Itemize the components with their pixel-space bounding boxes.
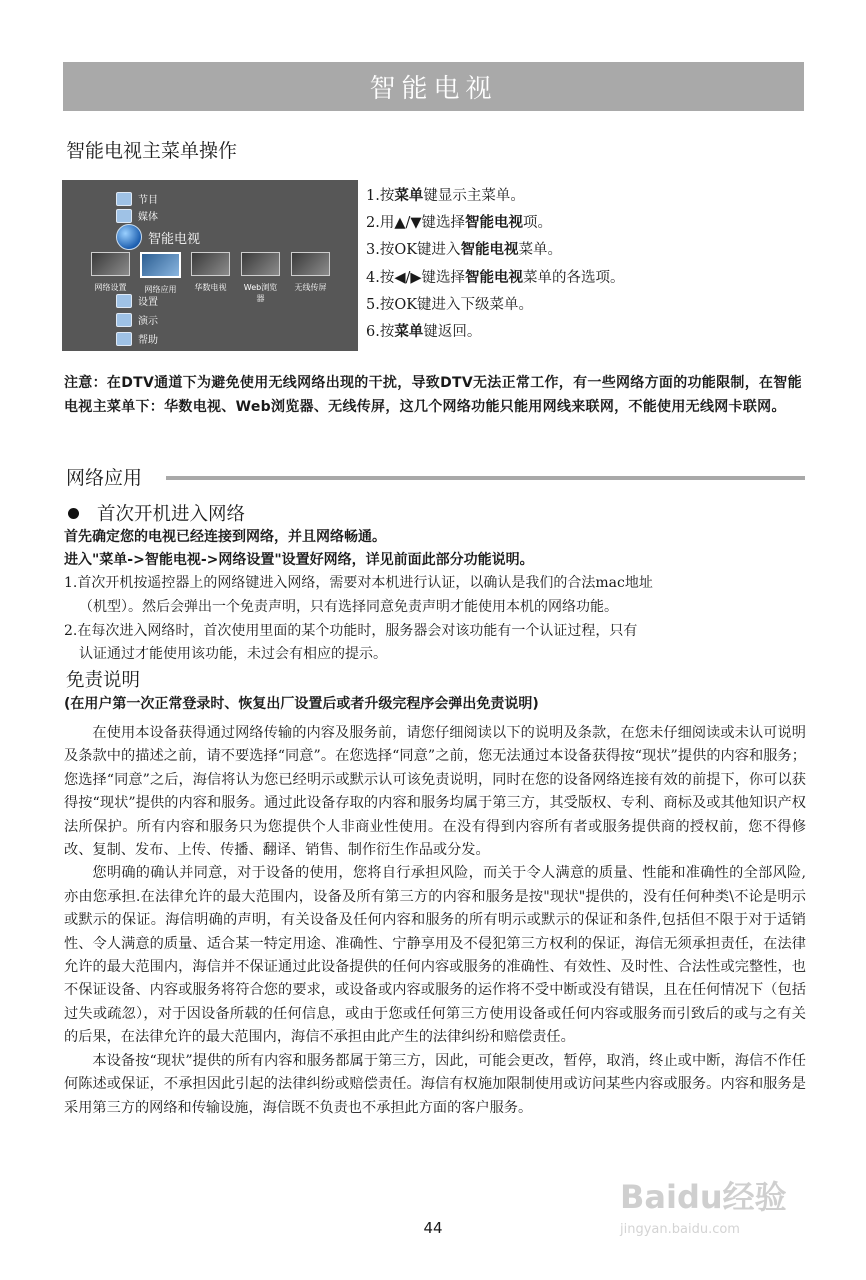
disclaimer-paragraph-2: 您明确的确认并同意，对于设备的使用，您将自行承担风险，而关于令人满意的质量、性能和准确性的全部风险,亦由您承担.在法律允许的最大范围内，设备及所有第三方的内容和服务是按"现状"提供的，没有任何种类\不论是明示或默示的保证。海信明确的声明，有关设备及任何内容和服务的所有明示或默示的保证和条件,包括但不限于对于适销性、令人满意的质量、适合某一特定用途、准确性、宁静享用及不侵犯第三方权利的保证，海信无须承担责任，在法律允许的最大范围内，海信并不保证通过此设备提供的任何内容或服务的准确性、有效性、及时性、合法性或完整性，也不保证设备、内容或服务将符合您的要求，或设备或内容或服务的运作将不受中断或没有错误，且在任何情况下（包括过失或疏忽），对于因设备所载的任何信息，或由于您或任何第三方使用设备或任何内容或服务而引致后的或与之有关的后果，在法律允许的最大范围内，海信不承担由此产生的法律纠纷和赔偿责任。: [64, 865, 806, 1046]
demo-icon: [116, 313, 132, 327]
operation-steps: [366, 183, 625, 346]
network-settings-thumb-icon: [91, 252, 130, 276]
submenu-network-apps-label: 网络应用: [144, 285, 177, 294]
step-5: 5.按OK键进入下级菜单。: [366, 296, 534, 313]
step-3: 3.按OK键进入智能电视菜单。: [366, 242, 563, 259]
disclaimer-subtitle: (在用户第一次正常登录时、恢复出厂设置后或者升级完程序会弹出免责说明): [64, 696, 539, 712]
menu-item-media: [116, 208, 158, 223]
menu-item-help-label: 帮助: [138, 335, 158, 346]
submenu-wireless-cast: [290, 252, 331, 304]
web-browser-thumb-icon: [241, 252, 280, 276]
page-header-title: 智能电视: [63, 62, 804, 111]
section-rule: [166, 476, 805, 480]
submenu-wasu-tv: [190, 252, 231, 304]
step-2: 2.用▲/▼键选择智能电视项。: [366, 215, 553, 232]
menu-item-settings: [116, 293, 158, 308]
step-6: 6.按菜单键返回。: [366, 324, 482, 341]
network-apps-thumb-icon: [140, 252, 181, 278]
first-boot-heading-label: 首次开机进入网络: [97, 504, 246, 525]
first-boot-line-1: 首先确定您的电视已经连接到网络，并且网络畅通。: [64, 529, 386, 545]
media-icon: [116, 209, 132, 223]
menu-item-demo-label: 演示: [138, 316, 158, 327]
submenu-web-browser: [240, 252, 281, 304]
first-boot-item-1b: （机型）。然后会弹出一个免责声明，只有选择同意免责声明才能使用本机的网络功能。: [79, 599, 618, 615]
page-number: 44: [423, 1219, 443, 1237]
submenu-web-browser-label: Web浏览器: [243, 283, 278, 303]
wasu-tv-thumb-icon: [191, 252, 230, 276]
disclaimer-paragraph-1: 在使用本设备获得通过网络传输的内容及服务前，请您仔细阅读以下的说明及条款，在您未仔细阅读或未认可说明及条款中的描述之前，请不要选择“同意”。在您选择“同意”之前，您无法通过本设备获得按“现状”提供的内容和服务；您选择“同意”之后，海信将认为您已经明示或默示认可该免责说明，同时在您的设备网络连接有效的前提下，你可以获得按“现状”提供的内容和服务。通过此设备存取的内容和服务均属于第三方，其受版权、专利、商标及或其他知识产权法所保护。所有内容和服务只为您提供个人非商业性使用。在没有得到内容所有者或服务提供商的授权前，您不得修改、复制、发布、上传、传播、翻译、销售、制作衍生作品或分发。: [64, 725, 806, 859]
menu-item-settings-label: 设置: [138, 297, 158, 308]
submenu-wireless-cast-label: 无线传屏: [294, 283, 327, 292]
section-title-main-menu: 智能电视主菜单操作: [66, 140, 238, 162]
first-boot-heading: [68, 500, 245, 526]
baidu-watermark: [620, 1172, 820, 1252]
watermark-brand: Baidu经验: [620, 1178, 787, 1216]
menu-item-smart-tv-label: 智能电视: [148, 231, 201, 247]
step-4: 4.按◀/▶键选择智能电视菜单的各选项。: [366, 269, 625, 286]
submenu-network-settings-label: 网络设置: [94, 283, 127, 292]
menu-item-help: [116, 331, 158, 346]
menu-item-program-label: 节目: [138, 195, 158, 206]
menu-item-smart-tv: [116, 224, 200, 250]
tv-menu-screenshot: [62, 180, 358, 351]
step-1: 1.按菜单键显示主菜单。: [366, 188, 525, 204]
submenu-wasu-tv-label: 华数电视: [194, 283, 227, 292]
help-icon: [116, 332, 132, 346]
watermark-url: jingyan.baidu.com: [620, 1222, 740, 1237]
settings-icon: [116, 294, 132, 308]
first-boot-line-2: 进入"菜单->智能电视->网络设置"设置好网络，详见前面此部分功能说明。: [64, 552, 534, 568]
disclaimer-title: 免责说明: [66, 670, 141, 691]
section-title-network-apps: 网络应用: [66, 467, 143, 489]
menu-item-program: [116, 191, 158, 206]
bullet-icon: [68, 508, 79, 519]
first-boot-item-2a: 2.在每次进入网络时，首次使用里面的某个功能时，服务器会对该功能有一个认证过程，只有: [64, 623, 638, 639]
menu-item-demo: [116, 312, 158, 327]
first-boot-item-1a: 1.首次开机按遥控器上的网络键进入网络，需要对本机进行认证，以确认是我们的合法mac地址: [64, 575, 653, 591]
network-note: 注意：在DTV通道下为避免使用无线网络出现的干扰，导致DTV无法正常工作，有一些网络方面的功能限制，在智能电视主菜单下：华数电视、Web浏览器、无线传屏，这几个网络功能只能用网线来联网，不能使用无线网卡联网。: [64, 375, 802, 415]
disclaimer-paragraph-3: 本设备按“现状”提供的所有内容和服务都属于第三方，因此，可能会更改，暂停，取消，终止或中断，海信不作任何陈述或保证，不承担因此引起的法律纠纷或赔偿责任。海信有权施加限制使用或访问某些内容或服务。内容和服务是采用第三方的网络和传输设施，海信既不负责也不承担此方面的客户服务。: [64, 1052, 806, 1116]
globe-icon: [116, 224, 142, 250]
wireless-cast-thumb-icon: [291, 252, 330, 276]
disclaimer-body: [64, 722, 806, 1120]
program-icon: [116, 192, 132, 206]
first-boot-item-2b: 认证通过才能使用该功能，未过会有相应的提示。: [79, 646, 387, 662]
menu-item-media-label: 媒体: [138, 212, 158, 223]
